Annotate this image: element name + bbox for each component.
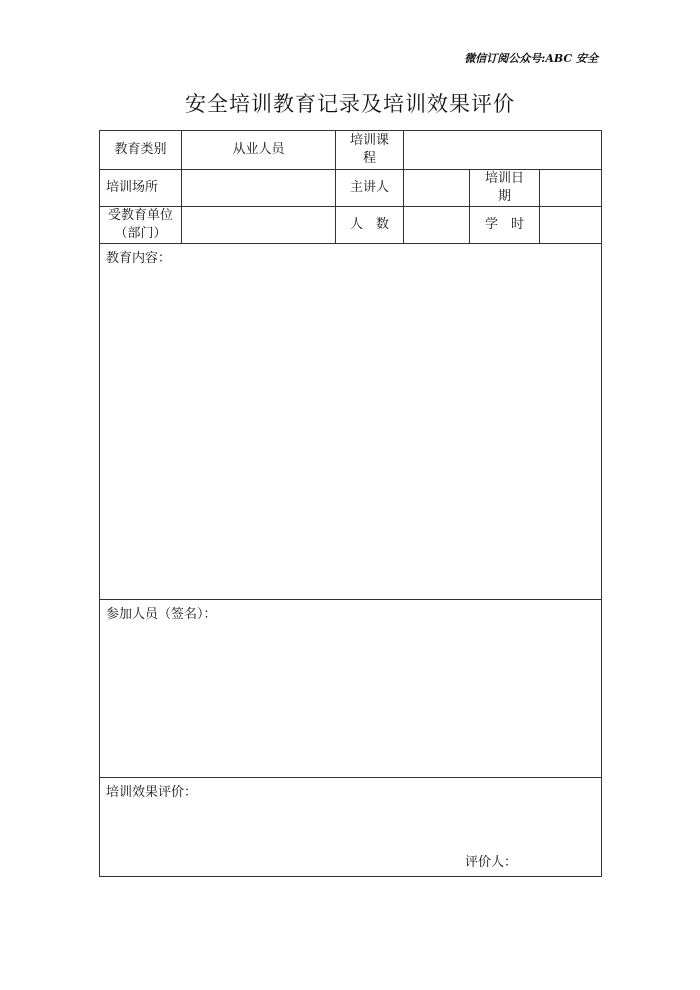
lecturer-label: 主讲人	[336, 170, 404, 207]
training-date-label	[470, 170, 540, 207]
unit-label-text: 受教育单位（部门）	[107, 208, 173, 241]
form-row-category	[100, 131, 602, 170]
education-content-label: 教育内容：	[106, 251, 172, 266]
course-label	[336, 131, 404, 170]
hours-value[interactable]	[540, 207, 602, 244]
training-date-value[interactable]	[540, 170, 602, 207]
venue-value[interactable]	[182, 170, 336, 207]
lecturer-value[interactable]	[404, 170, 470, 207]
education-category-value[interactable]: 从业人员	[182, 131, 336, 170]
headcount-label: 人 数	[336, 207, 404, 244]
form-row-evaluation	[100, 778, 602, 877]
venue-label: 培训场所	[100, 170, 182, 207]
participants-signature-area[interactable]	[100, 600, 602, 778]
unit-value[interactable]	[182, 207, 336, 244]
form-row-venue	[100, 170, 602, 207]
form-row-content	[100, 244, 602, 600]
course-value[interactable]	[404, 131, 602, 170]
page-title: 安全培训教育记录及培训效果评价	[185, 92, 515, 116]
header-note: 微信订阅公众号:ABC 安全	[464, 52, 598, 65]
education-content-area[interactable]	[100, 244, 602, 600]
evaluation-label: 培训效果评价：	[106, 785, 198, 800]
unit-label	[100, 207, 182, 244]
headcount-value[interactable]	[404, 207, 470, 244]
hours-label: 学 时	[470, 207, 540, 244]
training-record-form	[99, 130, 602, 877]
course-label-text: 培训课程	[349, 133, 389, 166]
participants-label: 参加人员（签名）：	[106, 607, 217, 622]
evaluator-label: 评价人：	[465, 855, 518, 870]
training-date-label-text: 培训日期	[484, 171, 524, 204]
form-row-participants	[100, 600, 602, 778]
form-row-unit	[100, 207, 602, 244]
evaluation-area[interactable]	[100, 778, 602, 877]
education-category-label: 教育类别	[100, 131, 182, 170]
